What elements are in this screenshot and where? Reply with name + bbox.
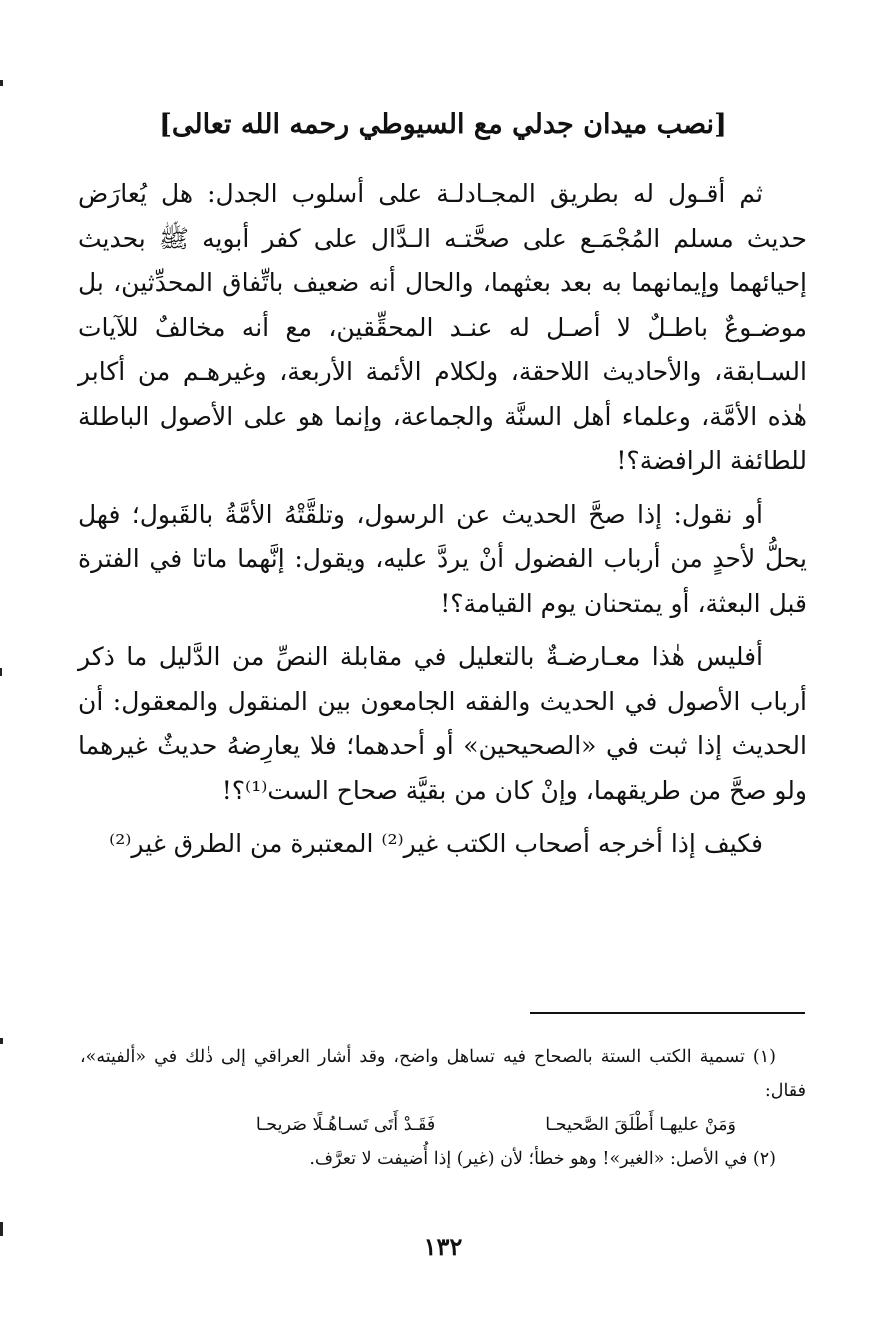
footnote-1: (١) تسمية الكتب الستة بالصحاح فيه تساهل واضح، وقد أشار العراقي إلى ذٰلك في «ألفيته»، فقال: bbox=[80, 1047, 806, 1101]
paragraph: أو نقول: إذا صحَّ الحديث عن الرسول، وتلقَّتْهُ الأمَّةُ بالقَبول؛ فهل يحلُّ لأحدٍ من أرباب الفضول أنْ يردَّ عليه، ويقول: إنَّهما ماتا في الفترة قبل البعثة، أو يمتحنان يوم القيامة؟! bbox=[78, 499, 807, 618]
page-edge-mark bbox=[0, 668, 2, 676]
section-title: [نصب ميدان جدلي مع السيوطي رحمه الله تعالى] bbox=[159, 109, 727, 140]
paragraph: فكيف إذا أخرجه أصحاب الكتب غير⁽²⁾ المعتبرة من الطرق غير⁽²⁾ bbox=[109, 829, 763, 858]
page-number: ١٣٢ bbox=[423, 1232, 463, 1261]
verse-second-hemistich: فَقَـدْ أَتَى تَسـاهُـلًا صَريحـا bbox=[255, 1115, 436, 1135]
paragraph: ثم أقـول له بطريق المجـادلـة على أسلوب الجدل: هل يُعارَض حديث مسلم المُجْمَـع على صحَّتـه الـدَّال على كفر أبويه ﷺ بحديث إحيائهما وإيمانهما به بعد بعثهما، والحال أنه ضعيف باتِّفاق المحدِّثين، بل موضـوعٌ باطـلٌ لا أصـل له عنـد المحقِّقين، مع أنه مخالفٌ للآيات السـابقة، والأحاديث اللاحقة، ولكلام الأئمة الأربعة، وغيرهـم من أكابر هٰذه الأمَّة، وعلماء أهل السنَّة والجماعة، وإنما هو على الأصول الباطلة للطائفة الرافضة؟! bbox=[78, 179, 807, 475]
page-edge-mark bbox=[0, 80, 3, 86]
footnote-separator bbox=[530, 1012, 805, 1014]
verse-first-hemistich: وَمَنْ عليهـا أَطْلَقَ الصَّحيحـا bbox=[545, 1115, 736, 1135]
main-text bbox=[78, 172, 807, 867]
footnotes bbox=[80, 1040, 806, 1176]
footnote-2: (٢) في الأصل: «الغير»! وهو خطأ؛ لأن (غير) إذا أُضيفت لا تعرَّف. bbox=[309, 1149, 776, 1169]
poetry-verse bbox=[80, 1108, 806, 1142]
paragraph: أفليس هٰذا معـارضـةٌ بالتعليل في مقابلة النصِّ من الدَّليل ما ذكر أرباب الأصول في الحديث والفقه الجامعون بين المنقول والمعقول: أن الحديث إذا ثبت في «الصحيحين» أو أحدهما؛ فلا يعارِضهُ حديثٌ غيرهما ولو صحَّ من طريقهما، وإنْ كان من بقيَّة صحاح الست⁽¹⁾؟! bbox=[78, 642, 807, 805]
page-edge-mark bbox=[0, 1038, 3, 1044]
